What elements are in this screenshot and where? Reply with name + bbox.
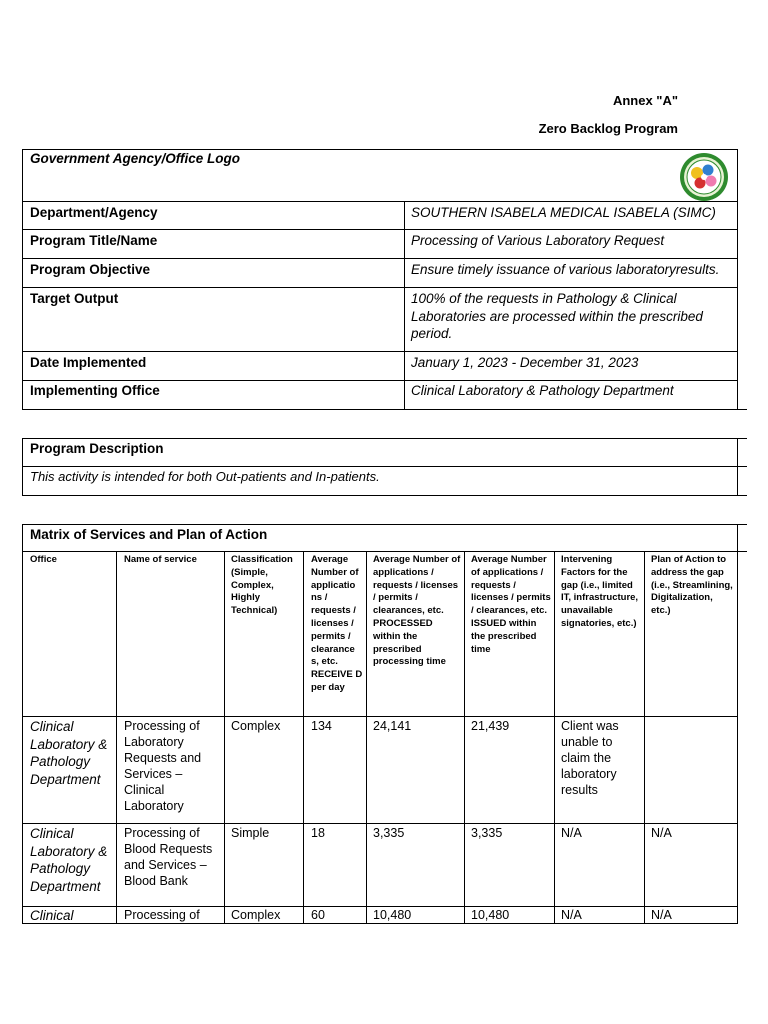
row-classification: Simple bbox=[231, 826, 270, 840]
logo-label: Government Agency/Office Logo bbox=[30, 151, 241, 166]
row-classification: Complex bbox=[231, 719, 281, 733]
info-value-objective: Ensure timely issuance of various laboratoryresults. bbox=[411, 262, 720, 277]
row-processed: 3,335 bbox=[373, 826, 405, 840]
row-service: Processing of bbox=[124, 908, 200, 922]
row-issued: 10,480 bbox=[471, 908, 510, 922]
description-text: This activity is intended for both Out-patients and In-patients. bbox=[30, 469, 380, 484]
col-header-processed: Average Number of applications / requests / licenses / permits / clearances, etc. PROCESSED within the prescribed processing time bbox=[373, 554, 461, 668]
info-label-office: Implementing Office bbox=[30, 383, 160, 398]
info-value-department: SOUTHERN ISABELA MEDICAL ISABELA (SIMC) bbox=[411, 205, 716, 220]
row-received: 134 bbox=[311, 719, 332, 733]
col-header-office: Office bbox=[30, 554, 57, 565]
agency-logo bbox=[679, 152, 729, 202]
row-classification: Complex bbox=[231, 908, 281, 922]
row-office: Clinical Laboratory & Pathology Department bbox=[30, 719, 108, 787]
row-received: 18 bbox=[311, 826, 325, 840]
col-header-received: Average Number of applicatio ns / requests / licenses / permits / clearance s, etc. RECEIVE D per day bbox=[311, 554, 363, 693]
description-title: Program Description bbox=[30, 441, 164, 456]
row-service: Processing of Laboratory Requests and Services – Clinical Laboratory bbox=[124, 719, 202, 813]
row-factors: N/A bbox=[561, 826, 582, 840]
program-heading: Zero Backlog Program bbox=[538, 121, 678, 136]
matrix-title: Matrix of Services and Plan of Action bbox=[30, 527, 268, 542]
row-factors: N/A bbox=[561, 908, 582, 922]
info-value-date: January 1, 2023 - December 31, 2023 bbox=[411, 355, 639, 370]
col-header-service: Name of service bbox=[124, 554, 197, 565]
row-service: Processing of Blood Requests and Services – Blood Bank bbox=[124, 826, 213, 888]
info-label-department: Department/Agency bbox=[30, 205, 158, 220]
info-label-program-title: Program Title/Name bbox=[30, 233, 158, 248]
col-header-issued: Average Number of applications / requests / licenses / permits / clearances, etc. ISSUED within the prescribed time bbox=[471, 554, 551, 655]
agency-seal-icon bbox=[679, 152, 729, 202]
row-received: 60 bbox=[311, 908, 325, 922]
row-processed: 24,141 bbox=[373, 719, 412, 733]
col-header-factors: Intervening Factors for the gap (i.e., limited IT, infrastructure, unavailable signatories, etc.) bbox=[561, 554, 639, 629]
info-value-program-title: Processing of Various Laboratory Request bbox=[411, 233, 665, 248]
row-office: Clinical bbox=[30, 908, 74, 923]
info-value-office: Clinical Laboratory & Pathology Department bbox=[411, 383, 674, 398]
row-processed: 10,480 bbox=[373, 908, 412, 922]
row-plan: N/A bbox=[651, 908, 672, 922]
col-header-plan: Plan of Action to address the gap (i.e., Streamlining, Digitalization, etc.) bbox=[651, 554, 733, 617]
info-value-target-output: 100% of the requests in Pathology & Clinical Laboratories are processed within the prescribed period. bbox=[411, 291, 703, 341]
col-header-classification: Classification (Simple, Complex, Highly Technical) bbox=[231, 554, 293, 617]
info-label-objective: Program Objective bbox=[30, 262, 151, 277]
info-label-target-output: Target Output bbox=[30, 291, 119, 306]
annex-label: Annex "A" bbox=[612, 93, 678, 108]
row-plan: N/A bbox=[651, 826, 672, 840]
info-label-date: Date Implemented bbox=[30, 355, 147, 370]
row-issued: 3,335 bbox=[471, 826, 503, 840]
row-factors: Client was unable to claim the laboratory results bbox=[561, 719, 619, 797]
row-issued: 21,439 bbox=[471, 719, 510, 733]
row-office: Clinical Laboratory & Pathology Department bbox=[30, 826, 108, 894]
